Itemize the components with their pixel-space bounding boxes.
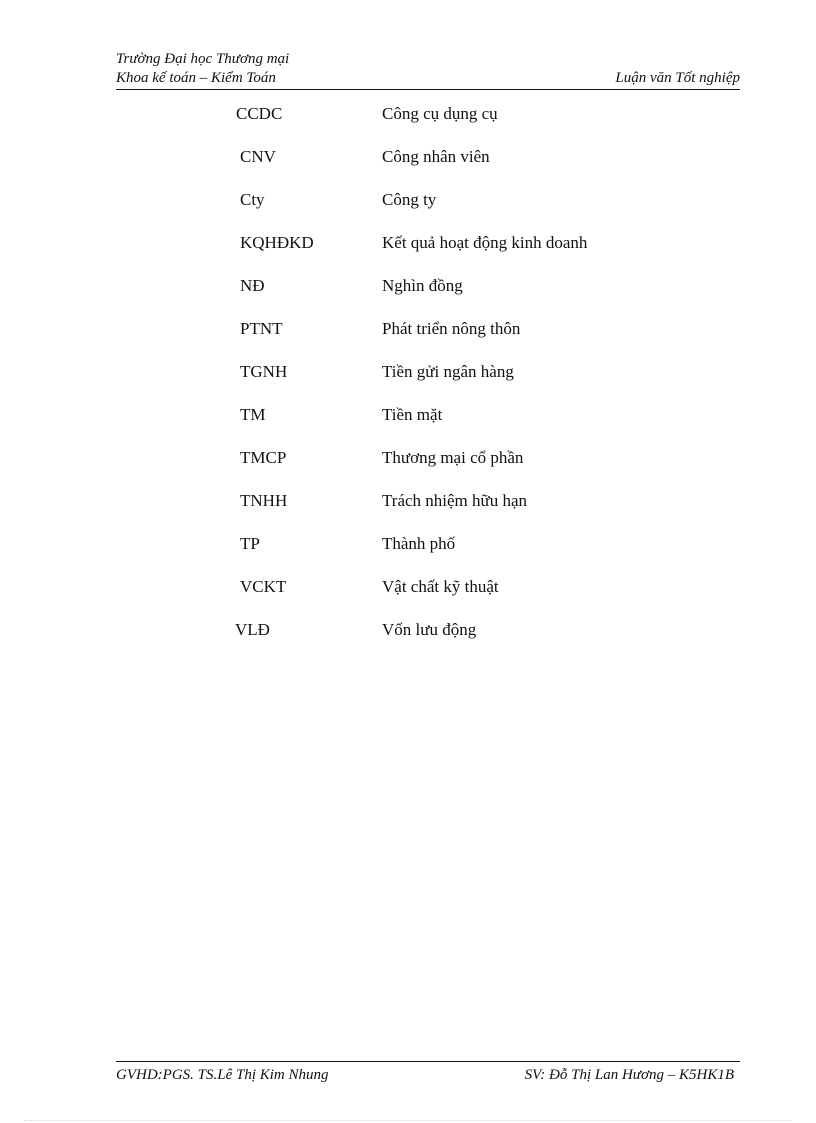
list-item xyxy=(0,276,816,319)
abbreviation-code: TM xyxy=(240,405,266,424)
header-divider xyxy=(116,89,740,90)
list-item xyxy=(0,190,816,233)
document-type: Luận văn Tốt nghiệp xyxy=(615,70,740,86)
list-item xyxy=(0,104,816,147)
abbreviation-code: KQHĐKD xyxy=(240,233,314,252)
list-item xyxy=(0,448,816,491)
abbreviation-meaning: Công nhân viên xyxy=(382,147,490,166)
abbreviation-meaning: Nghìn đồng xyxy=(382,276,463,295)
list-item xyxy=(0,577,816,620)
abbreviation-code: NĐ xyxy=(240,276,265,295)
abbreviation-meaning: Vật chất kỹ thuật xyxy=(382,577,499,596)
page-edge-divider xyxy=(24,1120,792,1121)
list-item xyxy=(0,362,816,405)
abbreviation-meaning: Phát triển nông thôn xyxy=(382,319,521,338)
abbreviation-code: VCKT xyxy=(240,577,287,596)
abbreviation-code: PTNT xyxy=(240,319,283,338)
list-item xyxy=(0,405,816,448)
abbreviation-code: TP xyxy=(240,534,260,553)
abbreviation-code: CNV xyxy=(240,147,276,166)
abbreviation-code: TMCP xyxy=(240,448,287,467)
abbreviation-meaning: Thương mại cổ phần xyxy=(382,448,524,467)
abbreviation-meaning: Thành phố xyxy=(382,534,456,553)
list-item xyxy=(0,233,816,276)
faculty-name: Khoa kế toán – Kiểm Toán xyxy=(116,70,276,86)
header-second-line xyxy=(116,69,740,89)
abbreviation-meaning: Tiền gửi ngân hàng xyxy=(382,362,514,381)
footer-divider xyxy=(116,1061,740,1062)
abbreviation-code: TGNH xyxy=(240,362,288,381)
abbreviation-list xyxy=(0,104,816,663)
page-header xyxy=(116,50,740,89)
advisor-name: GVHD:PGS. TS.Lê Thị Kim Nhung xyxy=(116,1067,329,1083)
abbreviation-meaning: Kết quả hoạt động kinh doanh xyxy=(382,233,588,252)
abbreviation-meaning: Công cụ dụng cụ xyxy=(382,104,498,123)
student-name: SV: Đỗ Thị Lan Hương – K5HK1B xyxy=(524,1067,734,1083)
abbreviation-meaning: Tiền mặt xyxy=(382,405,443,424)
abbreviation-code: CCDC xyxy=(236,104,283,123)
list-item xyxy=(0,491,816,534)
abbreviation-code: Cty xyxy=(240,190,265,209)
page-footer xyxy=(116,1066,734,1085)
list-item xyxy=(0,319,816,362)
abbreviation-meaning: Công ty xyxy=(382,190,437,209)
list-item xyxy=(0,534,816,577)
list-item xyxy=(0,620,816,663)
abbreviation-code: VLĐ xyxy=(235,620,270,639)
abbreviation-code: TNHH xyxy=(240,491,288,510)
abbreviation-meaning: Vốn lưu động xyxy=(382,620,477,639)
list-item xyxy=(0,147,816,190)
abbreviation-meaning: Trách nhiệm hữu hạn xyxy=(382,491,528,510)
school-name: Trường Đại học Thương mại xyxy=(116,51,290,67)
